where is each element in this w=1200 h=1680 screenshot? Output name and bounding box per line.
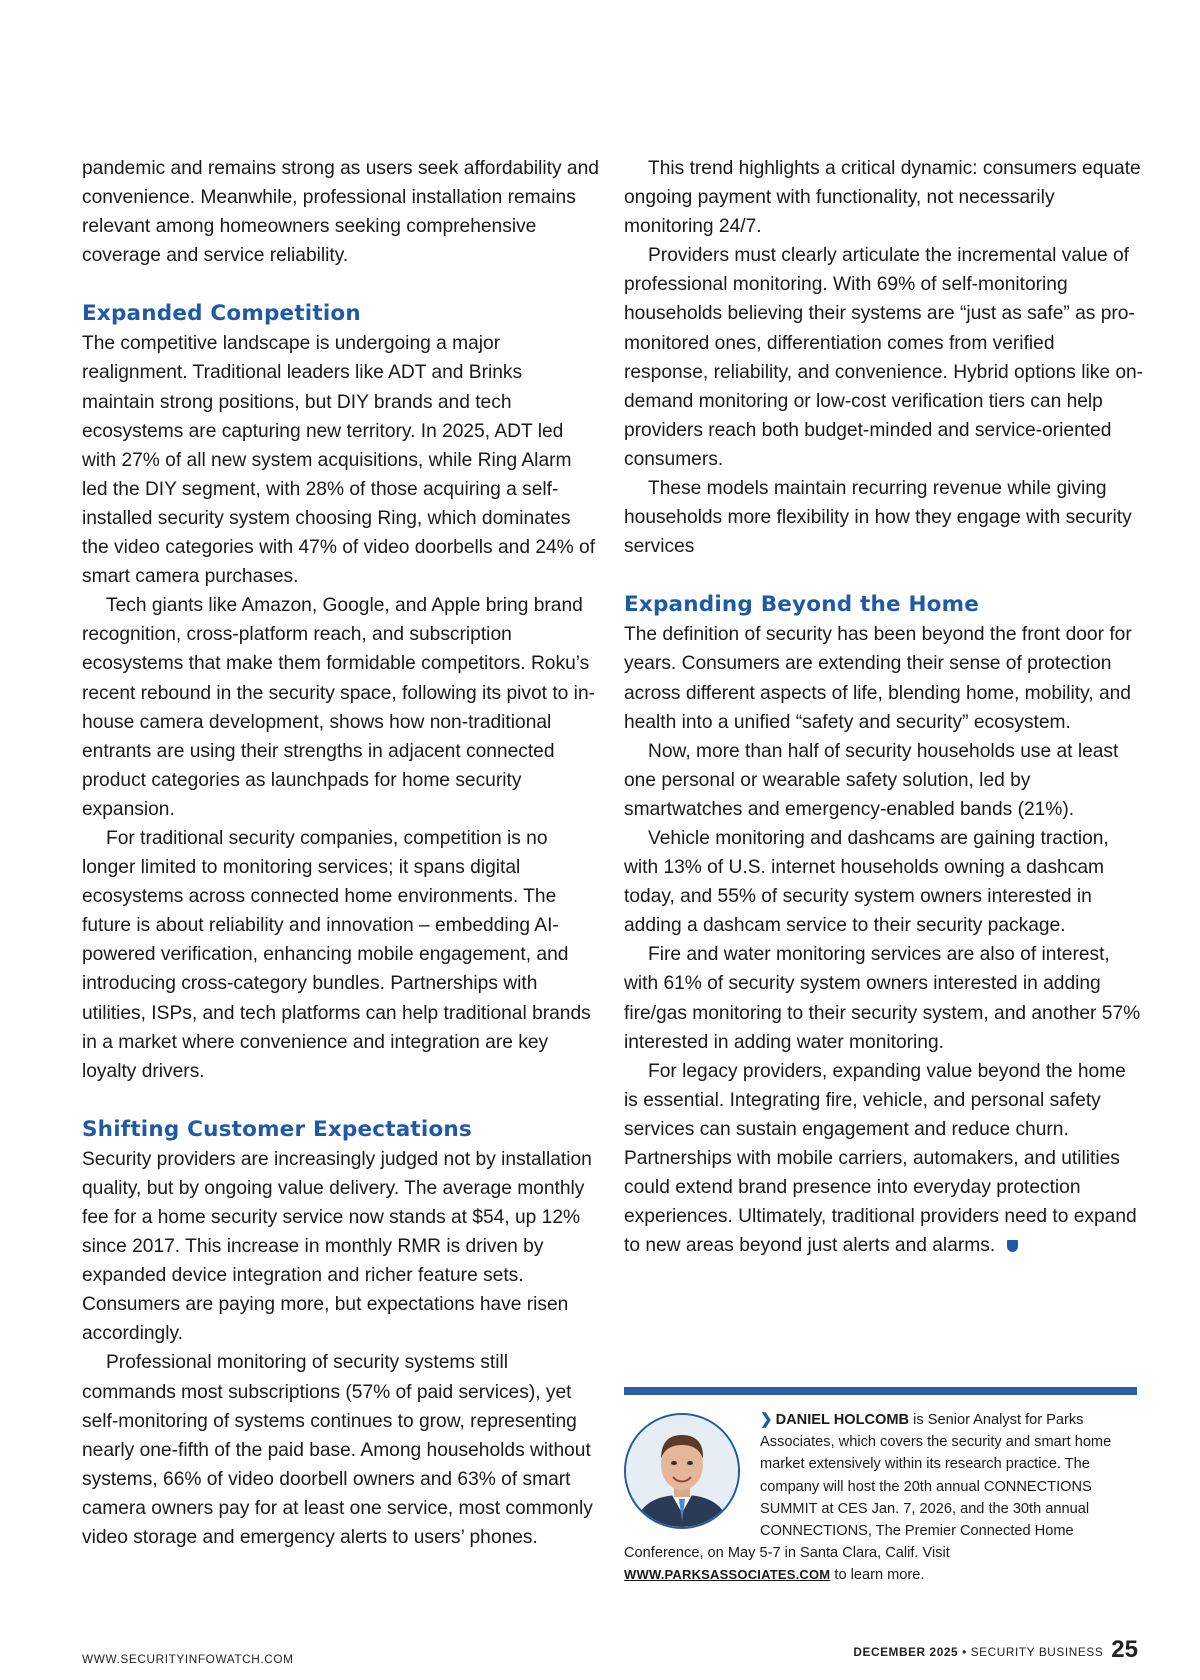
section-heading-expanded-competition: Expanded Competition xyxy=(82,301,361,327)
paragraph: For traditional security companies, competition is no longer limited to monitoring services; it spans digital ecosystems across connected home environments. The future is about reliability and innovation – embedding AI-powered verification, enhancing mobile engagement, and introducing cross-category bundles. Partnerships with utilities, ISPs, and tech platforms can help traditional brands in a market where convenience and integration are key loyalty drivers. xyxy=(82,827,591,1082)
bio-text: is Senior Analyst for Parks Associates, which covers the security and smart home market extensively within its research practice. The company will host the 20th annual CONNECTIONS SUMMIT at CES Jan. 7, 2026, and the 30th annual CONNECTIONS, The Premier Connected Home Conference, on May 5-7 in Santa Clara, Calif. Visit xyxy=(624,1412,1112,1562)
author-portrait-icon xyxy=(626,1415,738,1527)
paragraph: The definition of security has been beyond the front door for years. Consumers are extending their sense of protection across different aspects of life, blending home, mobility, and health into a unified “safety and security” ecosystem. xyxy=(624,624,1132,733)
right-column xyxy=(624,154,1144,1260)
footer-website[interactable]: WWW.SECURITYINFOWATCH.COM xyxy=(82,1652,294,1666)
paragraph: The competitive landscape is undergoing a major realignment. Traditional leaders like ADT and Brinks maintain strong positions, but DIY brands and tech ecosystems are capturing new territory. In 2025, ADT led with 27% of all new system acquisitions, while Ring Alarm led the DIY segment, with 28% of those acquiring a self-installed security system choosing Ring, which dominates the video categories with 47% of video doorbells and 24% of smart camera purchases. xyxy=(82,333,596,588)
paragraph: These models maintain recurring revenue while giving households more flexibility in how they engage with security services xyxy=(624,478,1132,558)
author-name: DANIEL HOLCOMB xyxy=(775,1412,910,1428)
issue-date: DECEMBER 2025 xyxy=(853,1645,959,1659)
folio-text xyxy=(853,1645,1103,1659)
author-photo xyxy=(624,1413,740,1529)
paragraph: Providers must clearly articulate the incremental value of professional monitoring. With 69% of self-monitoring households believing their systems are “just as safe” as pro-monitored ones, differentiation comes from verified response, reliability, and convenience. Hybrid options like on-demand monitoring or low-cost verification tiers can help providers reach both budget-minded and service-oriented consumers. xyxy=(624,245,1144,470)
paragraph: Fire and water monitoring services are also of interest, with 61% of security system owners interested in adding fire/gas monitoring to their security system, and another 57% interested in adding water monitoring. xyxy=(624,944,1141,1053)
paragraph: Tech giants like Amazon, Google, and Apple bring brand recognition, cross-platform reach, and subscription ecosystems that make them formidable competitors. Roku’s recent rebound in the security space, following its pivot to in-house camera development, shows how non-traditional entrants are using their strengths in adjacent connected product categories as launchpads for home security expansion. xyxy=(82,595,596,820)
paragraph: This trend highlights a critical dynamic: consumers equate ongoing payment with functionality, not necessarily monitoring 24/7. xyxy=(624,158,1141,238)
paragraph-final xyxy=(624,1057,1144,1261)
paragraph: pandemic and remains strong as users seek affordability and convenience. Meanwhile, professional installation remains relevant among homeowners seeking comprehensive coverage and service reliability. xyxy=(82,158,599,267)
footer-folio xyxy=(853,1636,1138,1663)
section-heading-shifting-customer-expectations: Shifting Customer Expectations xyxy=(82,1116,472,1142)
bio-divider xyxy=(624,1387,1137,1395)
paragraph: Now, more than half of security households use at least one personal or wearable safety solution, led by smartwatches and emergency-enabled bands (21%). xyxy=(624,740,1119,820)
parks-associates-link[interactable]: WWW.PARKSASSOCIATES.COM xyxy=(624,1567,831,1583)
end-mark-icon xyxy=(1007,1240,1018,1252)
page-number: 25 xyxy=(1111,1636,1138,1663)
paragraph: Security providers are increasingly judged not by installation quality, but by ongoing value delivery. The average monthly fee for a home security service now stands at $54, up 12% since 2017. This increase in monthly RMR is driven by expanded device integration and richer feature sets. Consumers are paying more, but expectations have risen accordingly. xyxy=(82,1148,592,1345)
separator: • xyxy=(962,1645,967,1659)
publication-name: SECURITY BUSINESS xyxy=(970,1645,1104,1659)
chevron-right-icon: ❯ xyxy=(760,1411,773,1428)
paragraph: Professional monitoring of security systems still commands most subscriptions (57% of paid services), yet self-monitoring of systems continues to grow, representing nearly one-fifth of the paid base. Among households without systems, 66% of video doorbell owners and 63% of smart camera owners pay for at least one service, most commonly video storage and emergency alerts to users’ phones. xyxy=(82,1352,593,1549)
section-heading-expanding-beyond-the-home: Expanding Beyond the Home xyxy=(624,592,980,618)
left-column xyxy=(82,154,599,1552)
paragraph-text: For legacy providers, expanding value beyond the home is essential. Integrating fire, vehicle, and personal safety services can sustain engagement and reduce churn. Partnerships with mobile carriers, automakers, and utilities could extend brand presence into everyday protection experiences. Ultimately, traditional providers need to expand to new areas beyond just alerts and alarms. xyxy=(624,1060,1137,1257)
paragraph: Vehicle monitoring and dashcams are gaining traction, with 13% of U.S. internet households owning a dashcam today, and 55% of security system owners interested in adding a dashcam service to their security package. xyxy=(624,827,1109,937)
author-bio xyxy=(624,1409,1139,1587)
bio-tail: to learn more. xyxy=(830,1567,925,1584)
